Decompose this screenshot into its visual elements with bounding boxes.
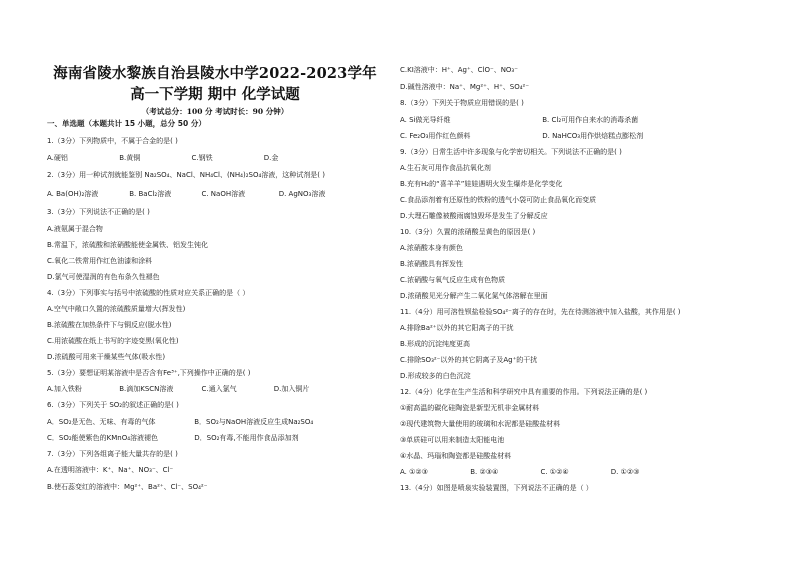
option: B.浓硫酸在加热条件下与铜反应(脱水性)	[47, 321, 172, 329]
option: A.生石灰可用作食品抗氧化剂	[400, 164, 491, 172]
option: A. ①②③	[400, 468, 428, 476]
question-13: 13.（4分）如图是喷泉实验装置图，下列说法不正确的是（ ）	[400, 484, 593, 492]
option: D.形成较多的白色沉淀	[400, 372, 471, 380]
option: C.浓硝酸与氧气反应生成有色物质	[400, 276, 506, 284]
option: B.形成的沉淀纯度更高	[400, 340, 471, 348]
option: D. NaHCO₃用作烘焙糕点膨松剂	[542, 132, 644, 140]
option: C. ①②④	[540, 468, 569, 476]
statement: ④水晶、玛瑙和陶瓷都是硅酸盐材料	[400, 452, 512, 460]
question-6: 6.（3分）下列关于 SO₂的叙述正确的是( )	[47, 401, 179, 409]
statement: ③单质硅可以用来制造太阳能电池	[400, 436, 505, 444]
question-6-options-cd	[47, 434, 299, 443]
option: D. ①②③	[610, 468, 640, 476]
option: C．SO₂能使紫色的KMnO₄溶液褪色	[47, 434, 159, 442]
question-8-options-cd	[400, 132, 643, 141]
option: C. Fe₂O₃用作红色颜料	[400, 132, 471, 140]
option: A.加入铁粉	[47, 385, 82, 393]
option: B．SO₂与NaOH溶液反应生成Na₂SO₄	[194, 418, 314, 426]
question-2-options	[47, 190, 325, 199]
question-1-options	[47, 154, 278, 163]
option: B. ②③④	[470, 468, 499, 476]
option: A.浓硝酸本身有颜色	[400, 244, 463, 252]
option: D.大理石雕像被酸雨腐蚀毁坏是发生了分解反应	[400, 212, 548, 220]
question-5-options	[47, 385, 309, 394]
question-8: 8.（3分）下列关于物质应用错误的是( )	[400, 99, 524, 107]
option: A.硬铝	[47, 154, 68, 162]
option: D.加入铜片	[273, 385, 310, 393]
option: D.浓硝酸见光分解产生二氧化氮气体溶解在里面	[400, 292, 548, 300]
question-6-options-ab	[47, 418, 313, 427]
option: B.使石蕊变红的溶液中：Mg²⁺、Ba²⁺、Cl⁻、SO₄²⁻	[47, 483, 208, 491]
question-11: 11.（4分）用可溶性钡盐检验SO₄²⁻离子的存在时，先在待测溶液中加入盐酸，其作用是( )	[400, 308, 681, 316]
statement: ②现代建筑物大量使用的玻璃和水泥都是硅酸盐材料	[400, 420, 561, 428]
option: C.排除SO₃²⁻以外的其它阴离子及Ag⁺的干扰	[400, 356, 538, 364]
section-heading: 一、单选题（本题共计 15 小题，总分 50 分）	[47, 119, 206, 128]
option: A．SO₂是无色、无味、有毒的气体	[47, 418, 156, 426]
question-7: 7.（3分）下列各组离子能大量共存的是( )	[47, 450, 178, 458]
option: D．SO₂有毒,不能用作食品添加剂	[194, 434, 299, 442]
exam-title: 海南省陵水黎族自治县陵水中学2022-2023学年	[53, 65, 377, 82]
question-8-options-ab	[400, 116, 638, 125]
option: C.用浓硫酸在纸上书写的字迹变黑(氧化性)	[47, 337, 179, 345]
exam-info: （考试总分：100 分 考试时长：90 分钟）	[141, 107, 289, 116]
question-2: 2.（3分）用一种试剂就能鉴别 Na₂SO₄、NaCl、NH₄Cl、(NH₄)₂SO₄溶液，这种试剂是( )	[47, 171, 325, 179]
question-1: 1.（3分）下列物质中，不属于合金的是( )	[47, 137, 178, 145]
option: A.液氨属于混合物	[47, 225, 103, 233]
option: A.排除Ba²⁺以外的其它阳离子的干扰	[400, 324, 514, 332]
option: D. AgNO₃溶液	[278, 190, 326, 198]
statement: ①耐高温的碳化硅陶瓷是新型无机非金属材料	[400, 404, 540, 412]
option: B.滴加KSCN溶液	[119, 385, 174, 393]
option: B. Cl₂可用作自来水的消毒杀菌	[542, 116, 639, 124]
question-5: 5.（3分）要想证明某溶液中是否含有Fe³⁺,下列操作中正确的是( )	[47, 369, 251, 377]
option: C.通入氯气	[201, 385, 237, 393]
option: D.浓硫酸可用来干燥某些气体(吸水性)	[47, 353, 166, 361]
option: C.氧化二铁常用作红色油漆和涂料	[47, 257, 153, 265]
option: D.金	[263, 154, 279, 162]
question-4: 4.（3分）下列事实与括号中浓硫酸的性质对应关系正确的是（ ）	[47, 289, 250, 297]
option: C.食品添剂着有还原性的铁粉的透气小袋可防止食品氧化而变质	[400, 196, 597, 204]
option: C. NaOH溶液	[201, 190, 246, 198]
question-12-options	[400, 468, 639, 477]
option: C.KI溶液中：H⁺、Ag⁺、ClO⁻、NO₃⁻	[400, 66, 518, 74]
option: A.在透明溶液中：K⁺、Na⁺、NO₃⁻、Cl⁻	[47, 466, 174, 474]
option: A.空气中敞口久置的浓硫酸质量增大(挥发性)	[47, 305, 186, 313]
option: B.充有H₂的“喜羊羊”娃娃遇明火发生爆炸是化学变化	[400, 180, 563, 188]
option: B.浓硝酸具有挥发性	[400, 260, 464, 268]
option: A. Si做光导纤维	[400, 116, 451, 124]
option: A. Ba(OH)₂溶液	[47, 190, 99, 198]
question-9: 9.（3分）日常生活中许多现象与化学密切相关。下列说法不正确的是( )	[400, 148, 622, 156]
option: D.碱性溶液中：Na⁺、Mg²⁺、H⁺、SO₄²⁻	[400, 83, 530, 91]
question-10: 10.（3分）久置的浓硝酸呈黄色的原因是( )	[400, 228, 536, 236]
option: B. BaCl₂溶液	[129, 190, 172, 198]
option: B.常温下，浓硫酸和浓硝酸能使金属铁、铝发生钝化	[47, 241, 209, 249]
exam-subtitle: 高一下学期 期中 化学试题	[130, 86, 300, 103]
option: C.钢铁	[191, 154, 213, 162]
option: D.氯气可使湿润的有色布条久性褪色	[47, 273, 160, 281]
question-12: 12.（4分）化学在生产生活和科学研究中具有重要的作用。下列说法正确的是( )	[400, 388, 648, 396]
question-3: 3.（3分）下列说法不正确的是( )	[47, 208, 150, 216]
option: B.黄铜	[119, 154, 141, 162]
